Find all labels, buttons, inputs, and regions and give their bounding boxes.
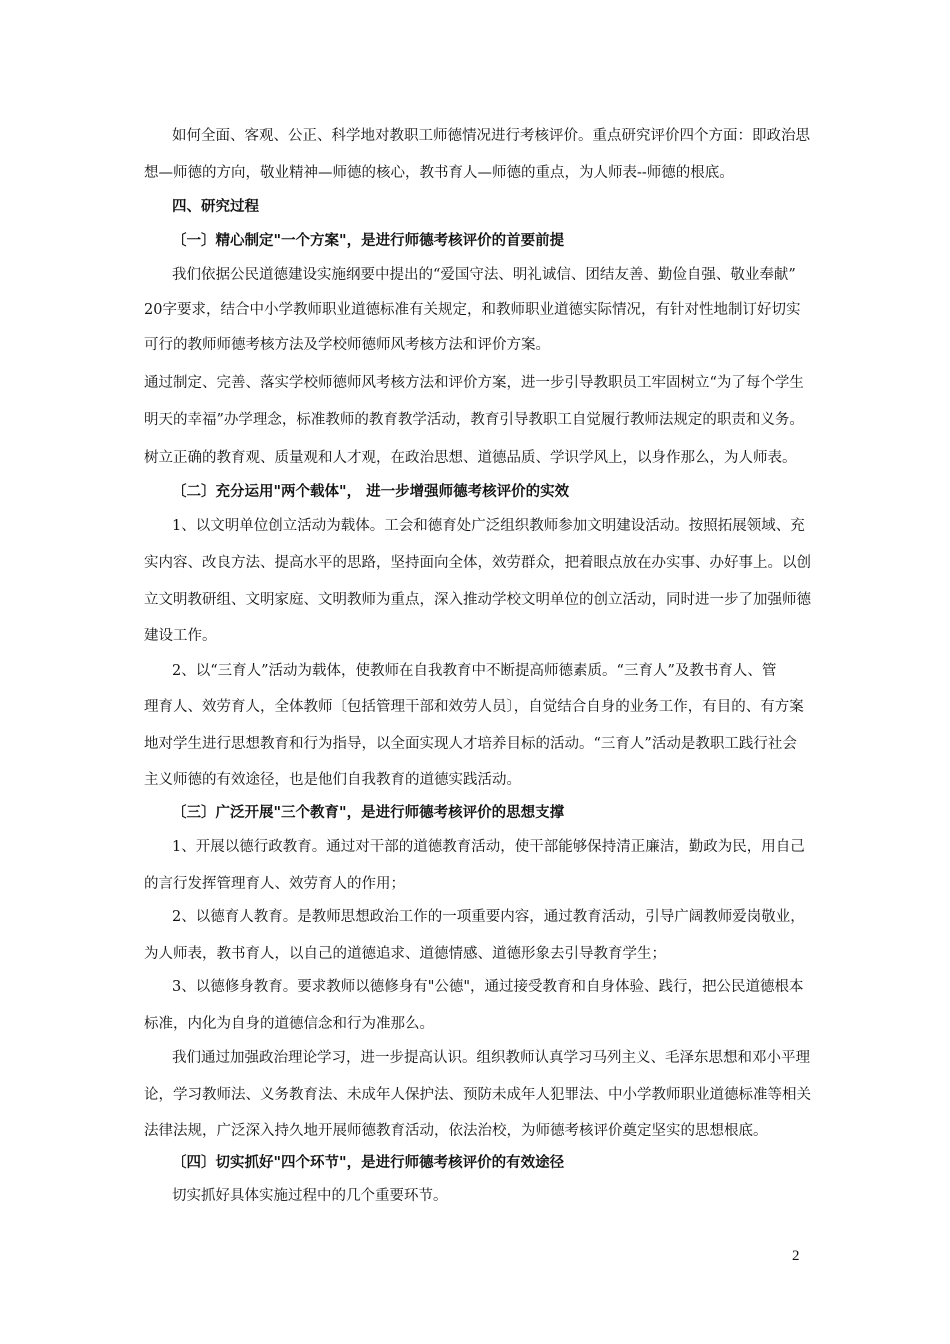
section-heading: 四、研究过程: [172, 198, 259, 215]
subsection-heading: 〔四〕切实抓好"四个环节"，是进行师德考核评价的有效途径: [172, 1154, 565, 1171]
subsection-heading: 〔一〕精心制定"一个方案"，是进行师德考核评价的首要前提: [172, 232, 565, 249]
text-line: 标准，内化为自身的道德信念和行为准那么。: [144, 1016, 434, 1032]
text-line: 切实抓好具体实施过程中的几个重要环节。: [172, 1188, 448, 1204]
text-line: 为人师表，教书育人，以自己的道德追求、道德情感、道德形象去引导教育学生；: [144, 946, 666, 962]
text-line: 2、以德育人教育。是教师思想政治工作的一项重要内容，通过教育活动，引导广阔教师爱岗敬业，: [172, 909, 805, 925]
text-line: 论，学习教师法、义务教育法、未成年人保护法、预防未成年人犯罪法、中小学教师职业道德标准等相关: [144, 1087, 811, 1103]
text-line: 法律法规，广泛深入持久地开展师德教育活动，依法治校，为师德考核评价奠定坚实的思想根底。: [144, 1123, 768, 1139]
subsection-heading: 〔二〕充分运用"两个载体"， 进一步增强师德考核评价的实效: [172, 483, 570, 500]
page-number: 2: [792, 1248, 800, 1264]
text-line: 主义师德的有效途径，也是他们自我教育的道德实践活动。: [144, 772, 521, 788]
text-line: 想—师德的方向，敬业精神—师德的核心，教书育人—师德的重点，为人师表--师德的根底。: [144, 165, 734, 181]
text-line: 我们依据公民道德建设实施纲要中提出的“爱国守法、明礼诚信、团结友善、勤俭自强、敬业奉献”: [172, 267, 796, 283]
text-line: 明天的幸福”办学理念，标准教师的教育教学活动，教育引导教职工自觉履行教师法规定的职责和义务。: [144, 412, 804, 428]
text-line: 20字要求，结合中小学教师职业道德标准有关规定，和教师职业道德实际情况，有针对性地制订好切实: [144, 302, 801, 318]
text-line: 通过制定、完善、落实学校师德师风考核方法和评价方案，进一步引导教职员工牢固树立“为了每个学生: [144, 375, 804, 391]
text-line: 树立正确的教育观、质量观和人才观，在政治思想、道德品质、学识学风上，以身作那么，为人师表。: [144, 450, 797, 466]
text-line: 实内容、改良方法、提高水平的思路，坚持面向全体，效劳群众，把着眼点放在办实事、办好事上。以创: [144, 555, 811, 571]
text-line: 1、开展以德行政教育。通过对干部的道德教育活动，使干部能够保持清正廉洁，勤政为民，用自己: [172, 839, 805, 855]
text-line: 1、以文明单位创立活动为载体。工会和德育处广泛组织教师参加文明建设活动。按照拓展领域、充: [172, 518, 805, 534]
text-line: 地对学生进行思想教育和行为指导，以全面实现人才培养目标的活动。“三育人”活动是教职工践行社会: [144, 736, 797, 752]
text-line: 可行的教师师德考核方法及学校师德师风考核方法和评价方案。: [144, 337, 550, 353]
subsection-heading: 〔三〕广泛开展"三个教育"，是进行师德考核评价的思想支撑: [172, 804, 565, 821]
text-line: 3、以德修身教育。要求教师以德修身有"公德"，通过接受教育和自身体验、践行，把公民道德根本: [172, 979, 804, 995]
text-line: 理育人、效劳育人，全体教师〔包括管理干部和效劳人员〕，自觉结合自身的业务工作，有目的、有方案: [144, 699, 804, 715]
text-line: 如何全面、客观、公正、科学地对教职工师德情况进行考核评价。重点研究评价四个方面：即政治思: [172, 128, 810, 144]
text-line: 2、以“三育人”活动为载体，使教师在自我教育中不断提高师德素质。“三育人”及教书育人、管: [172, 663, 777, 679]
text-line: 立文明教研组、文明家庭、文明教师为重点，深入推动学校文明单位的创立活动，同时进一步了加强师德: [144, 592, 811, 608]
text-line: 的言行发挥管理育人、效劳育人的作用；: [144, 876, 405, 892]
text-line: 建设工作。: [144, 628, 217, 644]
text-line: 我们通过加强政治理论学习，进一步提高认识。组织教师认真学习马列主义、毛泽东思想和邓小平理: [172, 1050, 810, 1066]
